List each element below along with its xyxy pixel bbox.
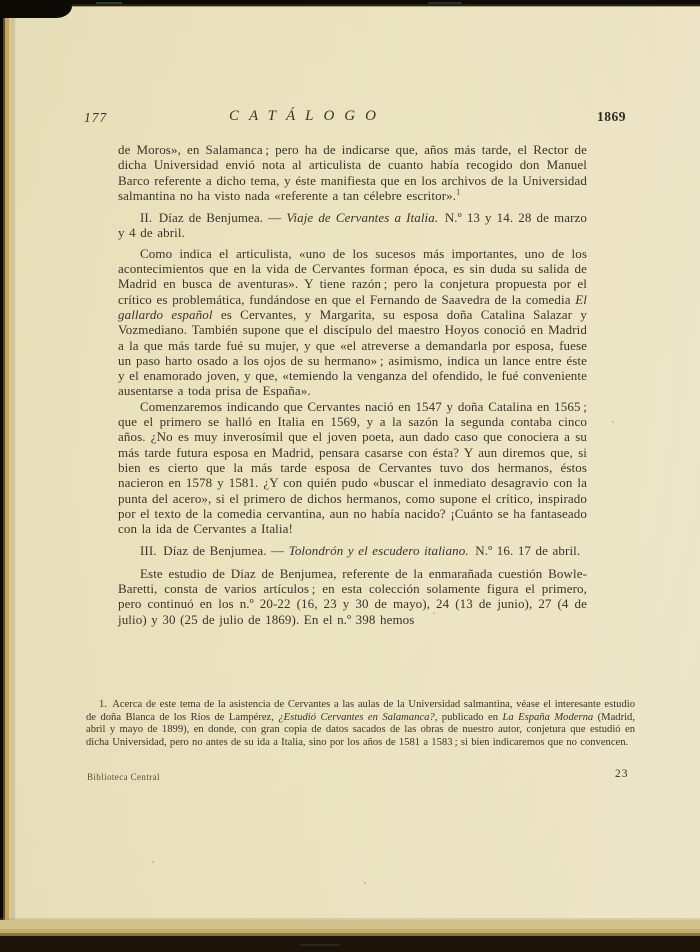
header-year: 1869 <box>597 109 626 124</box>
scan-edge-bottom <box>0 918 700 952</box>
scan-edge-left <box>0 0 18 952</box>
italic-title: Viaje de Cervantes a Italia. <box>286 210 439 226</box>
footnote-marker: 1 <box>456 187 461 197</box>
scan-edge-glint <box>428 2 462 4</box>
scan-edge-glint <box>300 944 340 946</box>
paragraph <box>118 399 587 537</box>
text-run: III. Díaz de Benjumea. — <box>140 543 289 559</box>
text-run: 1. Acerca de este tema de la asistencia de Cervantes a las aulas de la Universidad salmantina, véase el interesante estudio de doña Blanca de los Ríos de Lampérez, <box>86 699 635 723</box>
italic-title: El gallardo español <box>118 291 587 322</box>
text-run: Como indica el articulista, «uno de los sucesos más importantes, uno de los acontecimientos que en la vida de Cervantes forman época, es sin duda su salida de Madrid en busca de aventuras». Y tiene razón ; pero la conjetura propuesta por el crítico es problemática, fundándose en que el Fernando de Saavedra de la comedia <box>118 245 587 307</box>
footer-page-number: 23 <box>615 768 629 780</box>
scan-edge-glint <box>96 2 122 4</box>
text-run: de Moros», en Salamanca ; pero ha de indicarse que, años más tarde, el Rector de dicha Universidad envió nota al articulista de cuanto había recogido don Manuel Barco referente a dicho tema, y éste manifiesta que en los archivos de la Universidad salmantina no ha visto nada «referente a tan célebre escritor». <box>118 142 587 203</box>
running-title: CATÁLOGO <box>229 108 386 124</box>
italic-title: La España Moderna <box>502 711 594 723</box>
paragraph <box>118 543 587 558</box>
text-run: (Madrid, abril y mayo de 1899), en donde, con gran copia de datos sacados de las obras de nuestro autor, conjetura que estudió en dicha Universidad, pero no antes de su ida a Italia, sino por los años de 1581 a 1583 ; si bien indicaremos que no convencen. <box>86 711 635 749</box>
paragraph <box>118 142 587 203</box>
text-run: N.º 13 y 14. 28 de marzo y 4 de abril. <box>118 210 587 241</box>
paragraph <box>118 566 587 627</box>
text-run: II. Díaz de Benjumea. — <box>140 210 287 226</box>
header-page-number: 177 <box>84 110 108 125</box>
scan-corner-shadow <box>0 0 72 18</box>
italic-title: Tolondrón y el escudero italiano. <box>288 543 469 559</box>
text-run: es Cervantes, y Margarita, su esposa doña Catalina Salazar y Vozmediano. También supone que el discípulo del maestro Hoyos conoció en Madrid a la que más tarde fué su mujer, y que «el atreverse a demandarla por esposa, fuese un paso harto osado a los ojos de su hermano» ; asimismo, indica un lance entre éste y el enamorado joven, y que, «temiendo la venganza del ofendido, le fué conveniente ausentarse a toda prisa de España». <box>118 306 587 399</box>
italic-title: ¿Estudió Cervantes en Salamanca? <box>278 711 435 723</box>
paragraph <box>118 210 587 241</box>
text-run: Este estudio de Díaz de Benjumea, referente de la enmarañada cuestión Bowle-Baretti, consta de varios artículos ; en esta colección solamente figura el primero, pero continuó en los n.º 20-22 (16, 23 y 30 de mayo), 24 (13 de junio), 27 (4 de julio) y 30 (25 de julio de 1869). En el n.º 398 hemos <box>118 565 587 627</box>
text-column <box>118 142 587 627</box>
footnote-text <box>86 699 635 750</box>
text-run: , publicado en <box>434 711 503 723</box>
text-run: N.º 16. 17 de abril. <box>468 543 581 559</box>
text-run: Comenzaremos indicando que Cervantes nació en 1547 y doña Catalina en 1565 ; que el primero se halló en Italia en 1569, y a la sazón la segunda contaba cinco años. ¿No es muy inverosímil que el joven poeta, aun dado caso que conociera a su más tarde futura esposa en Madrid, pensara casarse con ésta? Y aun diremos que, si bien es cierto que la más tarde esposa de Cervantes tuvo dos hermanos, éstos nacieron en 1578 y 1581. ¿Y con quién pudo «buscar el inmediato desagravio con la punta del acero», si el primero de dichos hermanos, como supone el crítico, inspirado por el texto de la comedia cervantina, aun no había nacido? ¡Cuánto se ha fantaseado con la ida de Cervantes a Italia! <box>118 398 587 537</box>
paragraph <box>118 246 587 399</box>
footer-imprint: Biblioteca Central <box>87 772 160 782</box>
